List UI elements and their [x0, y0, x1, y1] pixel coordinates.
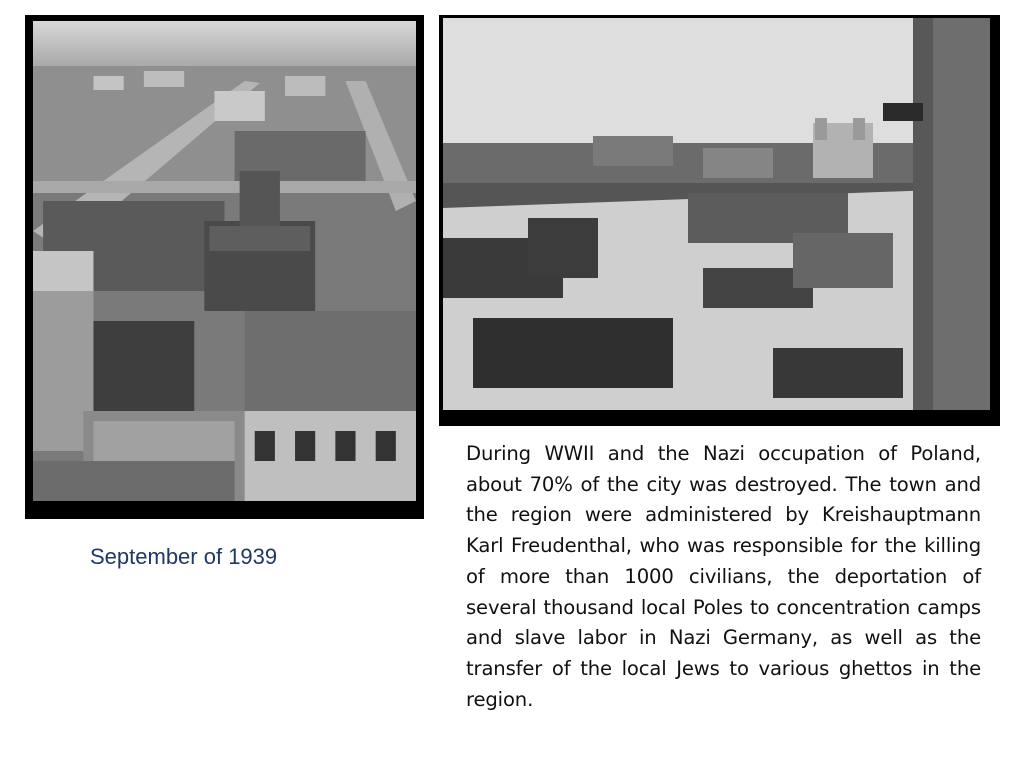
- history-paragraph: During WWII and the Nazi occupation of Poland, about 70% of the city was destroyed. The town and the region were administered by Kreishauptmann Karl Freudenthal, who was responsible for the killing of more than 1000 civilians, the deportation of several thousand local Poles to concentration camps and slave labor in Nazi Germany, as well as the transfer of the local Jews to various ghettos in the region.: [466, 442, 981, 711]
- photo-aerial-ruins: [25, 15, 424, 519]
- photo-snowy-ruins: [439, 15, 1000, 426]
- photo-caption-date: September of 1939: [90, 544, 278, 569]
- photo-icon: [443, 18, 990, 410]
- photo-icon: [33, 21, 416, 501]
